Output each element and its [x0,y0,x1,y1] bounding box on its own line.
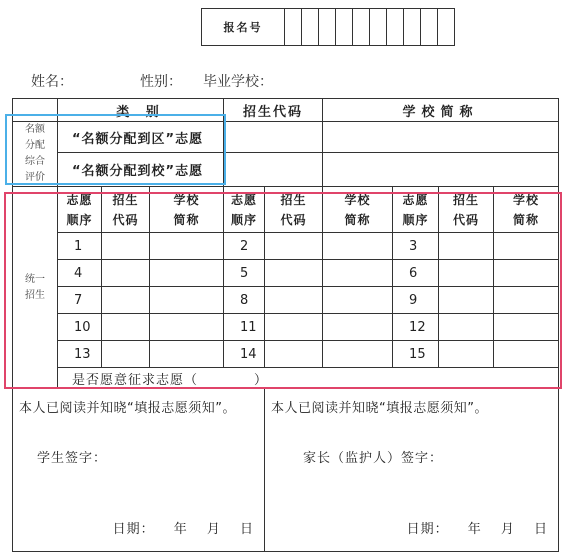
quota-school-code-cell[interactable] [224,153,323,187]
unified-side-label: 统一 招生 [13,187,58,389]
solicit-question[interactable]: 是否愿意征求志愿（ ） [58,368,559,389]
col-abbr-3: 学校 简称 [494,187,559,233]
choice-order-number: 13 [58,341,102,368]
registration-digit-box[interactable] [370,9,387,46]
registration-number-table [201,8,455,46]
choice-order-number: 6 [393,260,439,287]
choice-order-number: 14 [224,341,265,368]
header-school-abbr: 学校简称 [323,99,559,122]
student-signature-cell[interactable] [13,389,265,552]
choice-order-number: 15 [393,341,439,368]
student-sign-label: 学生签字： [37,451,108,466]
choice-order-number: 12 [393,314,439,341]
col-order-1: 志愿 顺序 [58,187,102,233]
registration-digit-box[interactable] [285,9,302,46]
col-code-2: 招生 代码 [265,187,323,233]
header-category: 类 别 [58,99,224,122]
choice-order-number: 7 [58,287,102,314]
registration-digit-box[interactable] [421,9,438,46]
registration-label: 报名号 [202,9,285,46]
signature-row [13,389,559,552]
choice-order-number: 3 [393,233,439,260]
parent-date-label: 日期： 年 月 日 [406,522,549,537]
choice-order-number: 1 [58,233,102,260]
registration-digit-box[interactable] [387,9,404,46]
choice-order-number: 9 [393,287,439,314]
quota-highlight-box [5,114,226,185]
choice-order-number: 11 [224,314,265,341]
school-label: 毕业学校： [203,74,273,90]
col-abbr-1: 学校 简称 [150,187,224,233]
parent-sign-label: 家长（监护人）签字： [303,451,444,466]
choice-order-number: 8 [224,287,265,314]
registration-digit-box[interactable] [336,9,353,46]
col-code-3: 招生 代码 [439,187,494,233]
registration-digit-box[interactable] [353,9,370,46]
col-abbr-2: 学校 简称 [323,187,393,233]
quota-side-label: 名额 分配 综合 评价 [13,122,58,187]
parent-signature-cell[interactable] [265,389,559,552]
parent-read-notice: 本人已阅读并知晓“填报志愿须知”。 [271,401,489,416]
registration-digit-box[interactable] [404,9,421,46]
gender-label: 性别： [140,74,182,90]
student-date-label: 日期： 年 月 日 [112,522,255,537]
choice-order-number: 4 [58,260,102,287]
choice-order-number: 2 [224,233,265,260]
col-code-1: 招生 代码 [102,187,150,233]
quota-school-label: “名额分配到校”志愿 [58,153,224,187]
choice-order-number: 5 [224,260,265,287]
student-read-notice: 本人已阅读并知晓“填报志愿须知”。 [19,401,236,416]
registration-digit-box[interactable] [438,9,455,46]
quota-district-school-cell[interactable] [323,122,559,153]
quota-school-school-cell[interactable] [323,153,559,187]
registration-digit-box[interactable] [302,9,319,46]
name-label: 姓名： [31,74,73,90]
quota-district-code-cell[interactable] [224,122,323,153]
unified-highlight-box [4,192,562,389]
col-order-3: 志愿 顺序 [393,187,439,233]
quota-district-label: “名额分配到区”志愿 [58,122,224,153]
col-order-2: 志愿 顺序 [224,187,265,233]
choice-order-number: 10 [58,314,102,341]
registration-digit-box[interactable] [319,9,336,46]
header-code: 招生代码 [224,99,323,122]
